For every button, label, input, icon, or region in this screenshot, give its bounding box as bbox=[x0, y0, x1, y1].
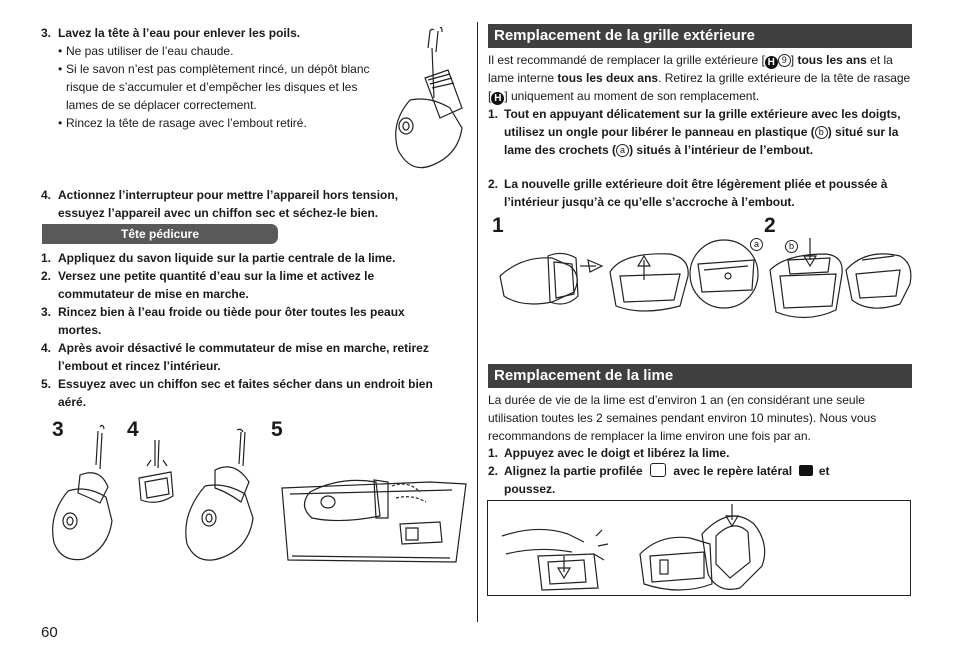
bullet-item: • Rincez la tête de rasage avec l’embout retiré. bbox=[58, 116, 307, 130]
step3-heading: Lavez la tête à l’eau pour enlever les poils. bbox=[58, 26, 301, 40]
step3-num: 3. bbox=[41, 26, 52, 40]
grille-step2-text: La nouvelle grille extérieure doit être légèrement pliée et poussée à l’intérieur jusqu’à ce qu’elle s’accroche à l’embout. bbox=[504, 177, 888, 209]
callout-a-symbol: a bbox=[616, 144, 629, 157]
list-item: 3. Rincez bien à l’eau froide ou tiède pour ôter toutes les peaux mortes. bbox=[41, 305, 405, 337]
grille-step2-num: 2. bbox=[488, 177, 499, 191]
rinse-head-illustration bbox=[380, 28, 470, 173]
section-header-lime: Remplacement de la lime bbox=[488, 364, 912, 388]
figure-label-4: 4 bbox=[127, 418, 139, 441]
lime-intro: La durée de vie de la lime est d’environ 1 an (en considérant une seule utilisation toutes les 2 semaines pendant environ 10 minutes). Nous vous recommandons de remplacer la lime environ une fois par an. bbox=[488, 393, 877, 443]
callout-b-symbol: b bbox=[815, 126, 828, 139]
foil-h-symbol: H bbox=[765, 56, 778, 69]
figure-label-5: 5 bbox=[271, 418, 283, 441]
head-h-symbol: H bbox=[491, 92, 504, 105]
step4-text: Actionnez l’interrupteur pour mettre l’appareil hors tension, essuyez l’appareil avec un chiffon sec et séchez-le bien. bbox=[58, 188, 399, 220]
drying-on-cloth-illustration bbox=[280, 472, 470, 567]
lime-step2-text: Alignez la partie profilée avec le repère latéral et poussez. bbox=[504, 464, 830, 496]
callout-a: a bbox=[750, 238, 763, 251]
list-item: 1. Appliquez du savon liquide sur la partie centrale de la lime. bbox=[41, 251, 396, 265]
foil-9-symbol: 9 bbox=[778, 54, 791, 67]
figure-label-1: 1 bbox=[492, 214, 504, 237]
lime-step1-text: Appuyez avec le doigt et libérez la lime. bbox=[504, 446, 730, 460]
pedicure-steps bbox=[41, 249, 451, 411]
step3-bullet-list bbox=[58, 42, 376, 132]
bullet-item: • Ne pas utiliser de l’eau chaude. bbox=[58, 44, 234, 58]
foil-insert-illustration bbox=[766, 240, 916, 330]
column-divider bbox=[477, 22, 478, 622]
list-item: 2. Versez une petite quantité d’eau sur la lime et activez le commutateur de mise en marche. bbox=[41, 269, 375, 301]
file-release-illustration bbox=[498, 506, 618, 592]
grille-intro: Il est recommandé de remplacer la grille extérieure [ H 9 ] tous les ans et la lame interne tous les deux ans. Retirez la grille extérieure de la tête de rasage [ H ] uniquement au moment de son remplacement. bbox=[488, 53, 911, 104]
grille-step1-num: 1. bbox=[488, 107, 499, 121]
list-item: 4. Après avoir désactivé le commutateur de mise en marche, retirez l’embout et rincez l’intérieur. bbox=[41, 341, 429, 373]
bullet-item: • Si le savon n’est pas complètement rincé, un dépôt blanc risque de s’accumuler et d’empêcher les disques et les lames de se déplacer correctement. bbox=[58, 62, 370, 112]
foil-release-illustration bbox=[492, 236, 762, 336]
section-header-grille: Remplacement de la grille extérieure bbox=[488, 24, 912, 48]
figure-label-3: 3 bbox=[52, 418, 64, 441]
lime-step2-num: 2. bbox=[488, 464, 499, 478]
page-number: 60 bbox=[41, 624, 58, 641]
pedicure-rinse-illustration bbox=[40, 425, 120, 565]
profile-shape-icon bbox=[650, 463, 666, 477]
file-insert-illustration bbox=[630, 504, 770, 594]
step4-num: 4. bbox=[41, 188, 52, 202]
callout-b: b bbox=[785, 240, 798, 253]
grille-step1-text: Tout en appuyant délicatement sur la grille extérieure avec les doigts, utilisez un ongle pour libérer le panneau en plastique ( b ) situé sur la lame des crochets ( a ) situés à l’intérieur de l’embout. bbox=[504, 107, 901, 157]
list-item: 5. Essuyez avec un chiffon sec et faites sécher dans un endroit bien aéré. bbox=[41, 377, 433, 409]
side-mark-icon bbox=[799, 465, 813, 476]
pedicure-section-title: Tête pédicure bbox=[42, 224, 278, 244]
lime-step1-num: 1. bbox=[488, 446, 499, 460]
figure-label-2: 2 bbox=[764, 214, 776, 237]
cap-rinse-illustration bbox=[133, 440, 178, 510]
pedicure-device-illustration bbox=[175, 430, 265, 565]
